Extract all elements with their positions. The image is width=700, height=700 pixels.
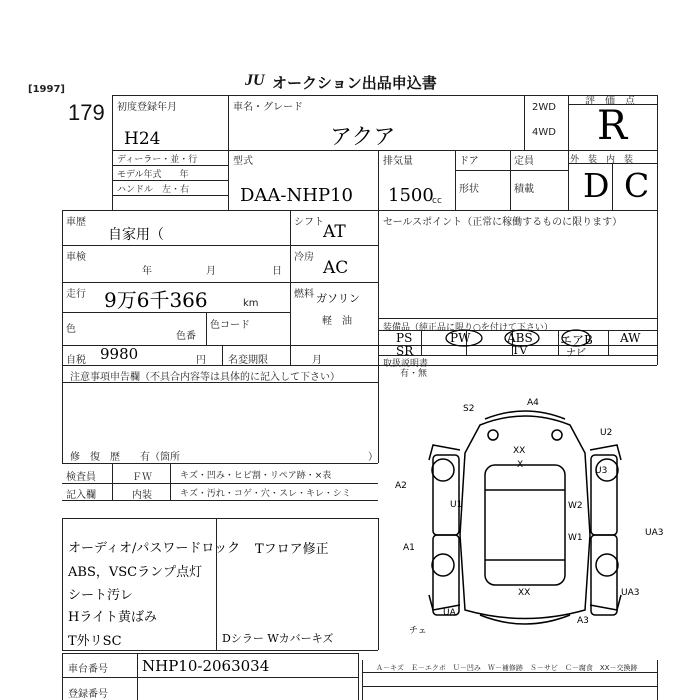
diag-label-ua: UA xyxy=(443,608,456,618)
recycle-month-label: 月 xyxy=(312,355,322,366)
color-label: 色 xyxy=(66,324,76,335)
equip-abs: ABS xyxy=(507,331,533,345)
diag-label-a4: A4 xyxy=(527,398,539,408)
km-label: km xyxy=(243,298,259,309)
shape-label: 形状 xyxy=(459,184,479,195)
equip-tv: TV xyxy=(512,344,528,357)
month-label: 月 xyxy=(206,266,216,277)
equip-pw: PW xyxy=(450,331,471,345)
chassis-label: 車台番号 xyxy=(68,664,108,675)
entry-label: 記入欄 xyxy=(66,490,96,501)
recycle-label: 名変期限 xyxy=(228,355,268,366)
ju-logo: JU xyxy=(245,72,265,89)
color-code-label: 色コード xyxy=(210,320,250,331)
equip-airbag: エアB xyxy=(560,333,593,347)
first-reg-value: H24 xyxy=(124,129,161,149)
diag-label-ua3-2: UA3 xyxy=(621,588,640,598)
displacement-label: 排気量 xyxy=(383,156,413,167)
fw-row: キズ・凹み・ヒビ割・リペア跡・×表 xyxy=(180,471,332,481)
note-4: Hライト黄ばみ xyxy=(68,610,157,625)
shift-value: AT xyxy=(323,222,346,242)
score-value: R xyxy=(597,103,628,149)
day-label: 日 xyxy=(272,266,282,277)
equip-ps: PS xyxy=(396,331,413,345)
ext-score-value: D xyxy=(583,166,610,205)
diag-label-xx1: XX xyxy=(513,446,526,456)
fuel-value: ガソリン xyxy=(316,292,360,305)
reg-no-label: 登録番号 xyxy=(68,689,108,700)
diag-label-a2: A2 xyxy=(395,481,407,491)
diag-label-x: X xyxy=(517,460,524,470)
diag-label-a1: A1 xyxy=(403,543,415,553)
doc-code: [1997] xyxy=(28,84,65,95)
model-year-label: モデル年式 年 xyxy=(117,170,189,180)
yen-label: 円 xyxy=(196,355,206,366)
equipment-circles xyxy=(440,327,590,349)
equip-aw: AW xyxy=(620,331,641,345)
int-row: キズ・汚れ・コゲ・穴・スレ・キレ・シミ xyxy=(180,489,351,499)
inspection-label: 車検 xyxy=(66,252,86,263)
color-no-label: 色番 xyxy=(176,331,196,342)
tax-label: 自税 xyxy=(66,355,86,366)
mileage-label: 走行 xyxy=(66,289,86,300)
manual-label: 取扱説明書 xyxy=(383,359,429,369)
equip-navi: ナビ xyxy=(566,348,586,359)
diag-label-u3: U3 xyxy=(595,466,608,476)
4wd-label: 4WD xyxy=(532,127,556,138)
cc-label: cc xyxy=(432,196,442,206)
manual-value: 有・無 xyxy=(400,369,428,379)
dealer-label: ディーラー・並・行 xyxy=(117,155,198,165)
doors-label: ドア xyxy=(459,156,479,167)
capacity-label: 定員 xyxy=(514,156,534,167)
usage-value: 自家用（ xyxy=(108,227,164,243)
sales-point-label: セールスポイント（正常に稼働するものに限ります） xyxy=(383,217,623,228)
repair-label: 修 復 歴 有（箇所 xyxy=(70,452,180,463)
diag-label-u2: U2 xyxy=(600,428,613,438)
2wd-label: 2WD xyxy=(532,102,556,113)
shift-label: シフト xyxy=(294,217,324,228)
year-label: 年 xyxy=(142,266,152,277)
note-3: シート汚レ xyxy=(68,588,134,603)
diag-label-a3: A3 xyxy=(577,616,589,626)
model-type-label: 型式 xyxy=(233,156,253,167)
diag-label-w2: W2 xyxy=(568,501,583,511)
diag-label-check: チェ xyxy=(409,626,427,636)
weight-label: 積載 xyxy=(514,184,534,195)
diag-label-ua3: UA3 xyxy=(645,528,664,538)
fw-label: ＦＷ xyxy=(132,472,152,483)
defect-legend: Ａ－キズ Ｅ－エクボ Ｕ－凹み Ｗ－補修跡 Ｓ－サビ Ｃ－腐食 XX－交換跡 xyxy=(376,664,638,672)
interior-label: 内装 xyxy=(132,490,152,501)
checker-label: 検査員 xyxy=(66,472,96,483)
tax-value: 9980 xyxy=(100,345,139,363)
diag-label-s2: S2 xyxy=(463,404,475,414)
equipment-label: 装備品（純正品に限り○を付けて下さい） xyxy=(383,323,553,333)
lot-number: 179 xyxy=(68,100,105,125)
chassis-value: NHP10-2063034 xyxy=(142,657,270,675)
diag-label-xx2: XX xyxy=(518,588,531,598)
diag-label-u1: U1 xyxy=(450,500,463,510)
usage-label: 車歴 xyxy=(66,217,86,228)
first-reg-label: 初度登録年月 xyxy=(117,102,177,113)
car-name-value: アクア xyxy=(330,125,396,150)
handle-label: ハンドル 左・右 xyxy=(117,185,190,195)
int-score-value: C xyxy=(624,166,650,205)
car-diagram xyxy=(385,395,665,645)
note-2: ABS，VSCランプ点灯 xyxy=(68,565,203,580)
fuel-label: 燃料 xyxy=(294,289,314,300)
form-title: オークション出品申込書 xyxy=(272,74,437,92)
light-oil-label: 軽 油 xyxy=(322,316,352,327)
ext-int-label: 外 装 内 装 xyxy=(570,155,634,165)
note-1: オーディオ/パスワードロック xyxy=(68,541,241,556)
note-5: T外リSC xyxy=(68,634,122,649)
aircon-label: 冷房 xyxy=(294,252,314,263)
mileage-value: 9万6千366 xyxy=(104,288,208,312)
repair-close: ） xyxy=(368,452,378,463)
displacement-value: 1500 xyxy=(388,185,434,206)
note-right-1: Tフロア修正 xyxy=(255,542,329,557)
car-name-label: 車名・グレード xyxy=(233,102,303,113)
note-right-2: Dシラー Wカバーキズ xyxy=(222,632,334,645)
aircon-value: AC xyxy=(323,258,349,278)
equip-sr: SR xyxy=(396,344,414,358)
score-label: 評 価 点 xyxy=(585,96,635,107)
model-type-value: DAA-NHP10 xyxy=(240,185,353,206)
caution-label: 注意事項申告欄（不具合内容等は具体的に記入して下さい） xyxy=(70,372,340,383)
diag-label-w1: W1 xyxy=(568,533,583,543)
